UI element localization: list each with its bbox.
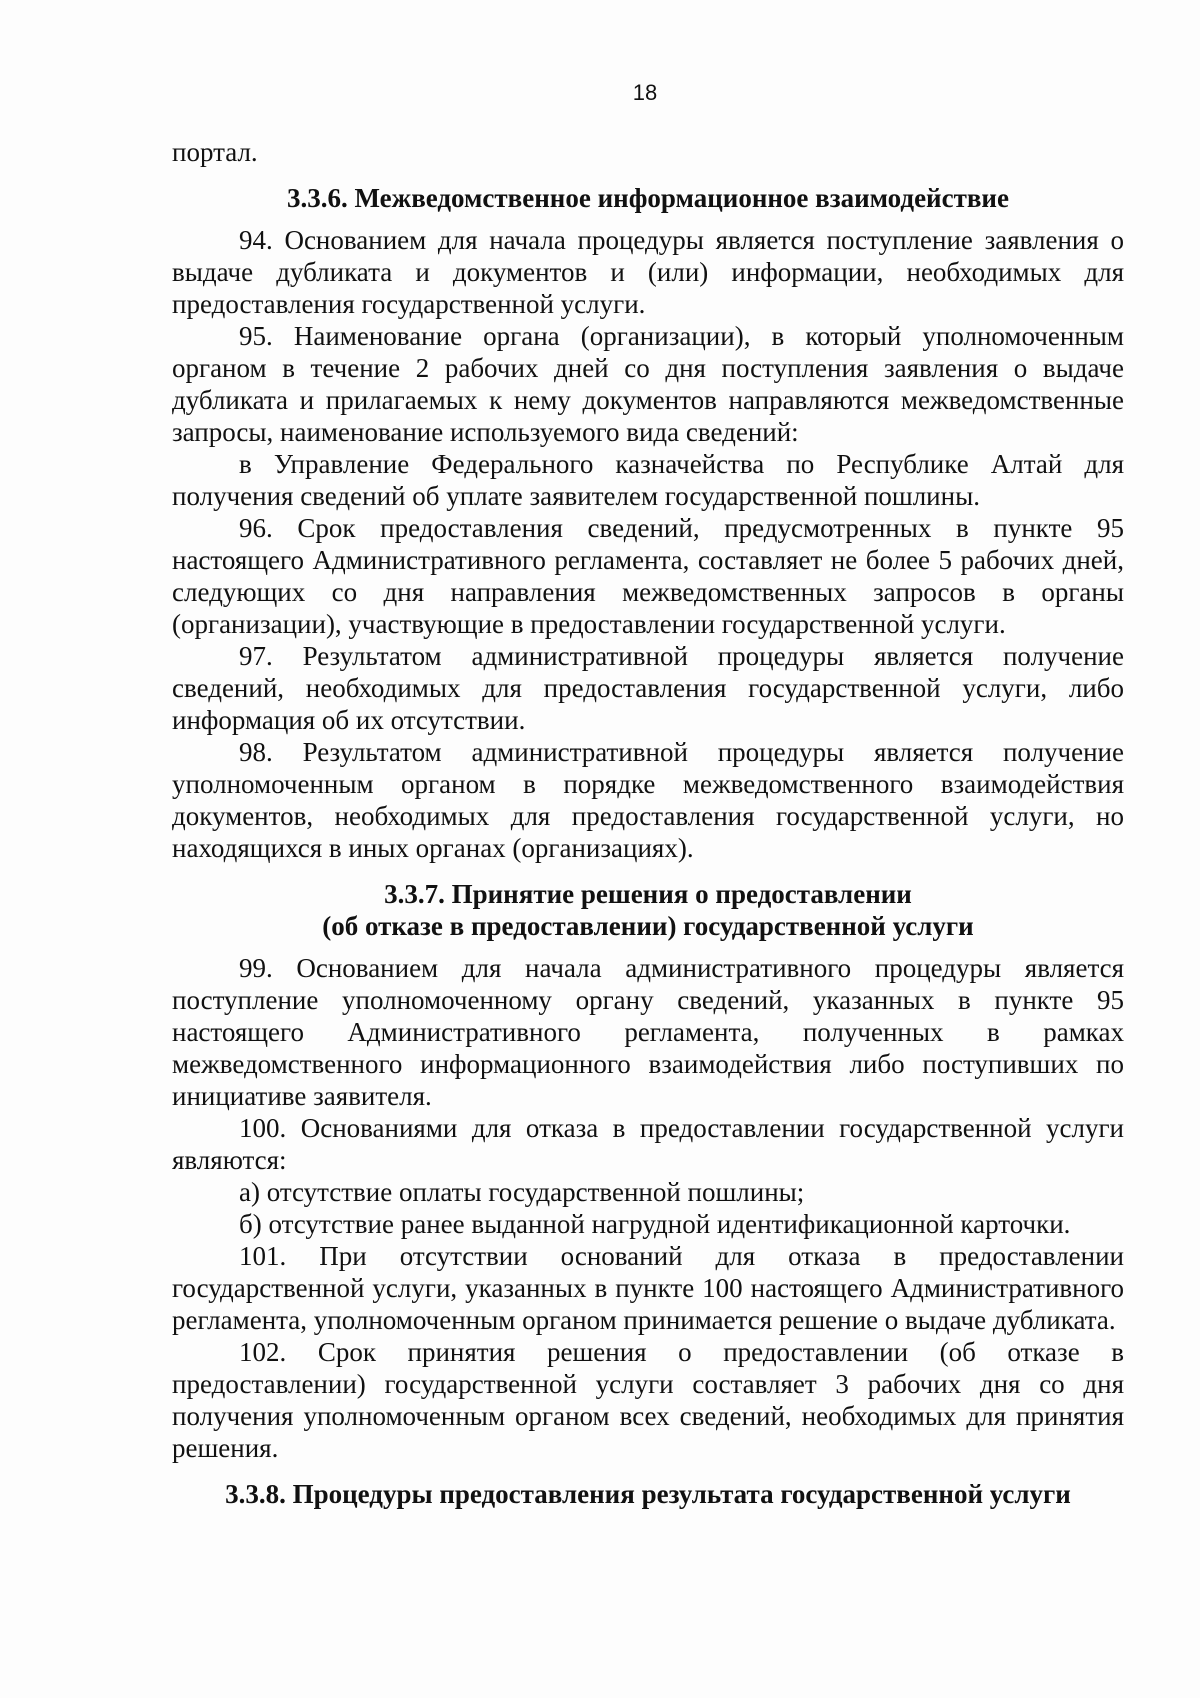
paragraph-102: 102. Срок принятия решения о предоставлении (об отказе в предоставлении) государственной услуги составляет 3 рабочих дня со дня получения уполномоченным органом всех сведений, необходимых для принятия решения.: [172, 1337, 1124, 1463]
section-heading-3-3-6: 3.3.6. Межведомственное информационное взаимодействие: [287, 183, 1009, 213]
document-body: [172, 136, 1124, 1510]
paragraph-97: 97. Результатом административной процедуры является получение сведений, необходимых для предоставления государственной услуги, либо информация об их отсутствии.: [172, 641, 1124, 735]
intro-text: портал.: [172, 137, 258, 167]
paragraph-99: 99. Основанием для начала административного процедуры является поступление уполномоченному органу сведений, указанных в пункте 95 настоящего Административного регламента, полученных в рамках межведомственного информационного взаимодействия либо поступивших по инициативе заявителя.: [172, 953, 1124, 1111]
section-heading-3-3-8: 3.3.8. Процедуры предоставления результата государственной услуги: [225, 1479, 1071, 1509]
section-heading-3-3-7: [172, 878, 1124, 942]
paragraph-94: 94. Основанием для начала процедуры является поступление заявления о выдаче дубликата и документов и (или) информации, необходимых для предоставления государственной услуги.: [172, 225, 1124, 319]
paragraph-101: 101. При отсутствии оснований для отказа в предоставлении государственной услуги, указанных в пункте 100 настоящего Административного регламента, уполномоченным органом принимается решение о выдаче дубликата.: [172, 1241, 1124, 1335]
paragraph-100-a: а) отсутствие оплаты государственной пошлины;: [239, 1177, 805, 1207]
paragraph-96: 96. Срок предоставления сведений, предусмотренных в пункте 95 настоящего Административного регламента, составляет не более 5 рабочих дней, следующих со дня направления межведомственных запросов в органы (организации), участвующие в предоставлении государственной услуги.: [172, 513, 1124, 639]
paragraph-95: 95. Наименование органа (организации), в который уполномоченным органом в течение 2 рабочих дней со дня поступления заявления о выдаче дубликата и прилагаемых к нему документов направляются межведомственные запросы, наименование используемого вида сведений:: [172, 321, 1124, 447]
paragraph-100: 100. Основаниями для отказа в предоставлении государственной услуги являются:: [172, 1113, 1124, 1175]
section-heading-3-3-7-line2: (об отказе в предоставлении) государственной услуги: [322, 911, 974, 941]
paragraph-95-item: в Управление Федерального казначейства по Республике Алтай для получения сведений об уплате заявителем государственной пошлины.: [172, 449, 1124, 511]
section-heading-3-3-7-line1: 3.3.7. Принятие решения о предоставлении: [384, 879, 912, 909]
page-number: 18: [632, 80, 658, 105]
paragraph-98: 98. Результатом административной процедуры является получение уполномоченным органом в порядке межведомственного взаимодействия документов, необходимых для предоставления государственной услуги, но находящихся в иных органах (организациях).: [172, 737, 1124, 863]
paragraph-100-b: б) отсутствие ранее выданной нагрудной идентификационной карточки.: [239, 1209, 1071, 1239]
